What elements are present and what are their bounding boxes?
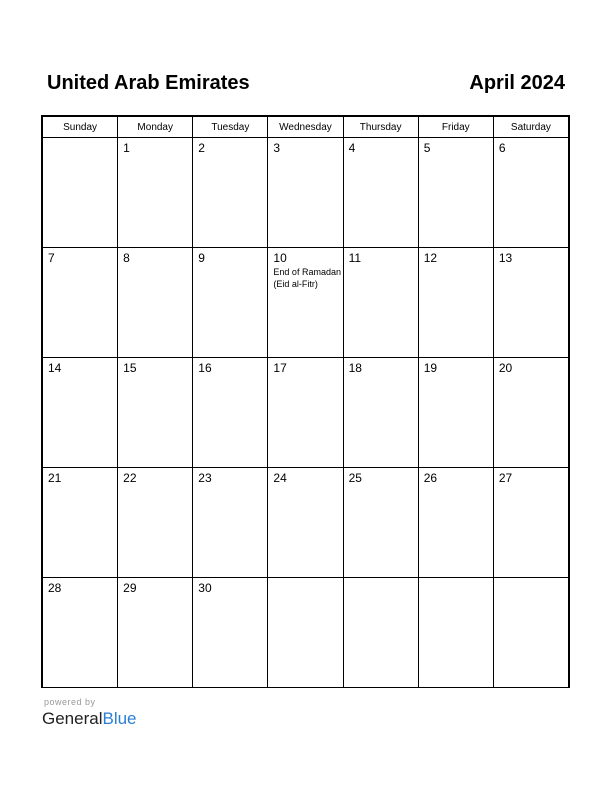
day-cell [193, 578, 268, 688]
day-cell [268, 468, 343, 578]
day-cell [493, 138, 568, 248]
day-number: 27 [498, 471, 513, 485]
day-number: 9 [198, 251, 205, 265]
weekday-saturday: Saturday [493, 117, 568, 138]
day-number: 23 [198, 471, 212, 485]
day-cell [493, 468, 568, 578]
month-title: April 2024 [469, 72, 565, 94]
weekday-thursday: Thursday [343, 117, 418, 138]
day-cell [43, 358, 118, 468]
brand-blue-text: Blue [102, 709, 137, 728]
week-row [43, 468, 569, 578]
weekday-wednesday: Wednesday [268, 117, 343, 138]
day-cell [118, 468, 193, 578]
day-number: 6 [498, 141, 506, 155]
day-cell [418, 578, 493, 688]
day-cell [43, 578, 118, 688]
day-cell [43, 138, 118, 248]
day-cell [193, 248, 268, 358]
day-number: 29 [123, 581, 137, 595]
day-cell [268, 248, 343, 358]
day-cell [418, 468, 493, 578]
day-number: 20 [498, 361, 513, 375]
day-cell [193, 138, 268, 248]
day-cell [343, 578, 418, 688]
week-row [43, 248, 569, 358]
day-cell [493, 248, 568, 358]
day-cell [118, 578, 193, 688]
day-number: 2 [198, 141, 205, 155]
weekday-sunday: Sunday [43, 117, 118, 138]
day-number: 19 [423, 361, 438, 375]
day-number: 10 [273, 251, 287, 265]
day-cell [493, 578, 568, 688]
day-number: 14 [48, 361, 62, 375]
day-cell [268, 358, 343, 468]
day-number: 30 [198, 581, 212, 595]
day-cell [493, 358, 568, 468]
week-row [43, 358, 569, 468]
brand-general-text: General [42, 709, 103, 728]
day-number: 26 [423, 471, 438, 485]
weekday-header-row [43, 117, 569, 138]
day-cell [343, 248, 418, 358]
day-number: 13 [498, 251, 513, 265]
week-row [43, 578, 569, 688]
brand-logo [42, 709, 137, 729]
day-cell [193, 358, 268, 468]
day-number: 5 [423, 141, 431, 155]
week-row [43, 138, 569, 248]
day-number: 8 [123, 251, 130, 265]
day-number: 24 [273, 471, 287, 485]
day-number: 11 [348, 251, 362, 265]
weekday-monday: Monday [118, 117, 193, 138]
country-title: United Arab Emirates [47, 72, 250, 94]
day-cell [268, 138, 343, 248]
day-cell [193, 468, 268, 578]
holiday-event: End of Ramadan (Eid al-Fitr) [273, 267, 341, 289]
day-cell [118, 358, 193, 468]
day-number: 21 [48, 471, 62, 485]
day-number: 22 [123, 471, 137, 485]
day-number: 25 [348, 471, 362, 485]
calendar-body [43, 138, 569, 688]
powered-by-text: powered by [44, 697, 96, 707]
day-cell [343, 138, 418, 248]
day-number: 4 [348, 141, 356, 155]
day-cell [418, 138, 493, 248]
weekday-tuesday: Tuesday [193, 117, 268, 138]
day-number: 17 [273, 361, 287, 375]
day-cell [418, 248, 493, 358]
calendar-grid [41, 115, 570, 688]
day-number: 18 [348, 361, 362, 375]
day-cell [43, 248, 118, 358]
day-number: 3 [273, 141, 281, 155]
calendar-table [42, 116, 569, 688]
day-cell [343, 358, 418, 468]
day-cell [118, 138, 193, 248]
day-number: 16 [198, 361, 212, 375]
day-number: 1 [123, 141, 130, 155]
weekday-friday: Friday [418, 117, 493, 138]
day-cell [268, 578, 343, 688]
day-cell [43, 468, 118, 578]
day-number: 12 [423, 251, 438, 265]
day-number: 15 [123, 361, 137, 375]
day-cell [118, 248, 193, 358]
day-number: 28 [48, 581, 62, 595]
day-number: 7 [48, 251, 55, 265]
day-cell [343, 468, 418, 578]
day-cell [418, 358, 493, 468]
